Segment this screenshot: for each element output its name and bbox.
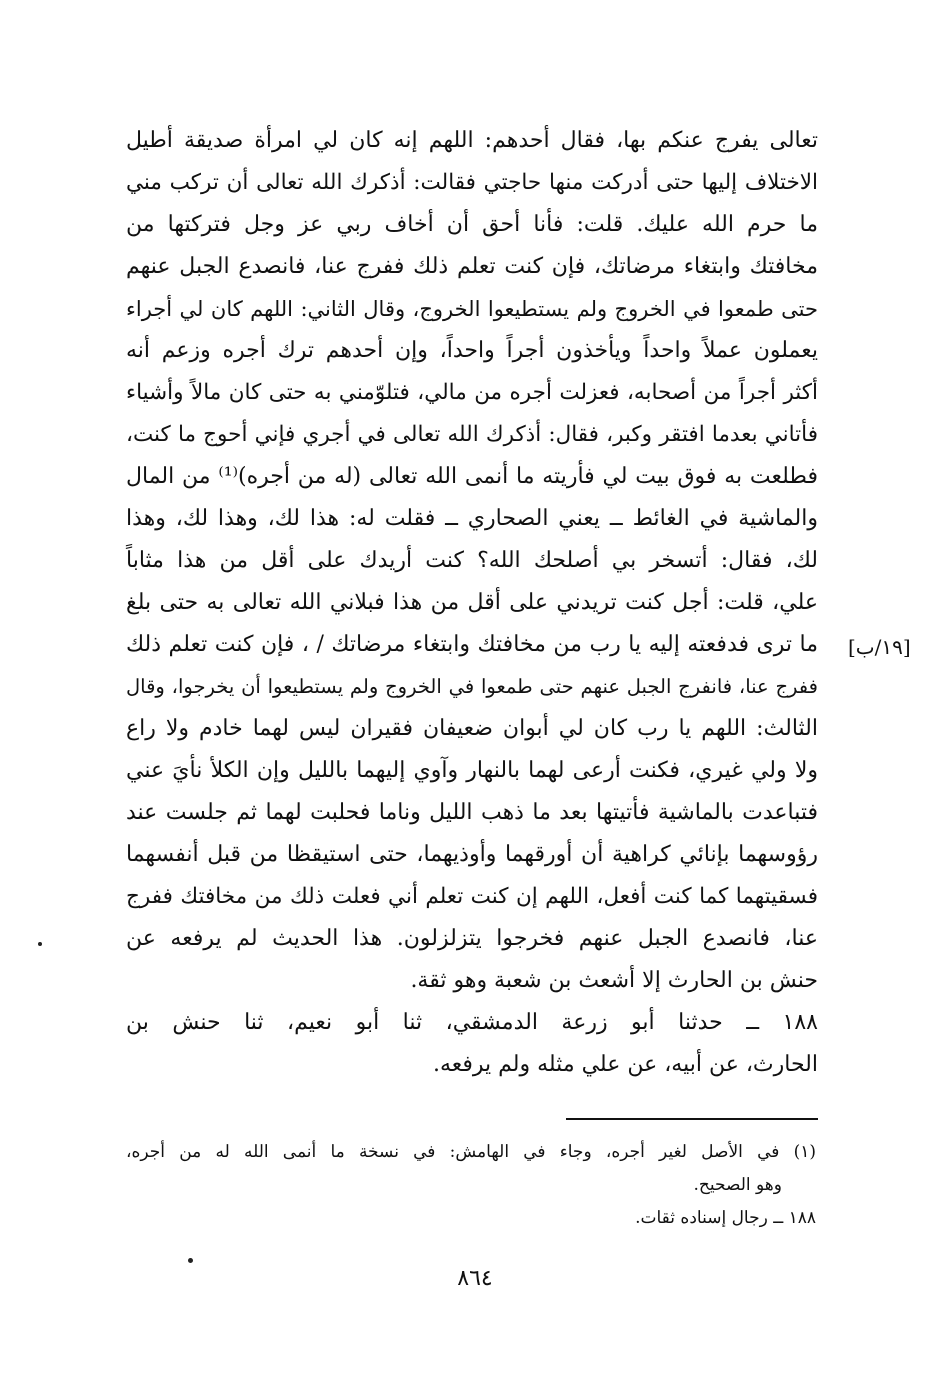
text-line: تعالى يفرج عنكم بها، فقال أحدهم: اللهم إنه كان لي امرأة صديقة أطيل — [126, 128, 818, 153]
text-line: يعملون عملاً واحداً ويأخذون أجراً واحداً، وإن أحدهم ترك أجره وزعم أنه — [126, 338, 818, 363]
text-line: أكثر أجراً من أصحابه، فعزلت أجره من مالي، فتلوّمني به حتى كان مالاً وأشياء — [126, 380, 819, 405]
text-line: فطلعت به فوق بيت لي فأريته ما أنمى الله تعالى (له من أجره)⁽¹⁾ من المال — [126, 464, 818, 489]
text-line: علي، قلت: أجل كنت تريدني على أقل من هذا فبلاني الله تعالى به حتى بلغ — [126, 590, 818, 615]
text-line: فأتاني بعدما افتقر وكبر، فقال: أذكرك الله تعالى في أجري فإني أحوج ما كنت، — [126, 422, 818, 447]
folio-marginal-note: [١٩/ب] — [848, 635, 911, 659]
text-line: فسقيتهما كما كنت أفعل، اللهم إن كنت تعلم أني فعلت ذلك من مخافتك ففرج — [126, 884, 818, 909]
footnote-line: وهو الصحيح. — [693, 1175, 782, 1195]
text-line: الحارث، عن أبيه، عن علي مثله ولم يرفعه. — [432, 1052, 818, 1077]
text-line: مخافتك وابتغاء مرضاتك، فإن كنت تعلم ذلك ففرج عنا، فانصدع الجبل عنهم — [126, 254, 818, 279]
main-text-block — [126, 120, 818, 1086]
text-line: ما حرم الله عليك. قلت: فأنا أحق أن أخاف ربي عز وجل فتركتها من — [126, 212, 818, 237]
text-line: الاختلاف إليها حتى أدركت منها حاجتي فقالت: أذكرك الله تعالى أن تركب مني — [126, 170, 818, 195]
text-line: رؤوسهما بإنائي كراهية أن أورقهما وأوذيهما، حتى استيقظا من قبل أنفسهما — [126, 842, 818, 867]
page-number: ٨٦٤ — [457, 1266, 493, 1291]
text-line: عنا، فانصدع الجبل عنهم فخرجوا يتزلزلون. هذا الحديث لم يرفعه عن — [126, 926, 818, 951]
hadith-188-line: ١٨٨ ــ حدثنا أبو زرعة الدمشقي، ثنا أبو نعيم، ثنا حنش بن — [126, 1010, 818, 1035]
text-line: والماشية في الغائط ــ يعني الصحاري ــ فقلت له: هذا لك، وهذا لك، وهذا — [126, 506, 818, 531]
footnotes-block — [126, 1136, 816, 1235]
text-line: حنش بن الحارث إلا أشعث بن شعبة وهو ثقة. — [410, 968, 818, 993]
footnote-line: ١٨٨ ــ رجال إسناده ثقات. — [635, 1208, 816, 1228]
footnote-separator-rule — [566, 1118, 818, 1120]
text-line: ما ترى فدفعته إليه يا رب من مخافتك وابتغاء مرضاتك / ، فإن كنت تعلم ذلك — [126, 632, 818, 657]
text-line: فتباعدت بالماشية فأتيتها بعد ما ذهب الليل وناما فحلبت لهما ثم جلست عند — [126, 800, 818, 825]
text-line: حتى طمعوا في الخروج ولم يستطيعوا الخروج، وقال الثاني: اللهم كان لي أجراء — [126, 297, 818, 321]
text-line: ولا ولي غيري، فكنت أرعى لهما بالنهار وآوي إليهما بالليل وإن الكلأ نأيَ عني — [126, 758, 818, 783]
text-line: الثالث: اللهم يا رب كان لي أبوان ضعيفان فقيران ليس لهما خادم ولا راع — [126, 716, 818, 741]
text-line: ففرج عنا، فانفرج الجبل عنهم حتى طمعوا في الخروج ولم يستطيعوا أن يخرجوا، وقال — [126, 675, 818, 698]
footnote-line: (١) في الأصل لغير أجره، وجاء في الهامش: في نسخة ما أنمى الله له من أجره، — [126, 1142, 816, 1162]
scan-speck — [188, 1258, 193, 1263]
scan-speck — [38, 942, 42, 946]
text-line: لك، فقال: أتسخر بي أصلحك الله؟ كنت أريدك على أقل من هذا مثاباً — [126, 548, 818, 573]
